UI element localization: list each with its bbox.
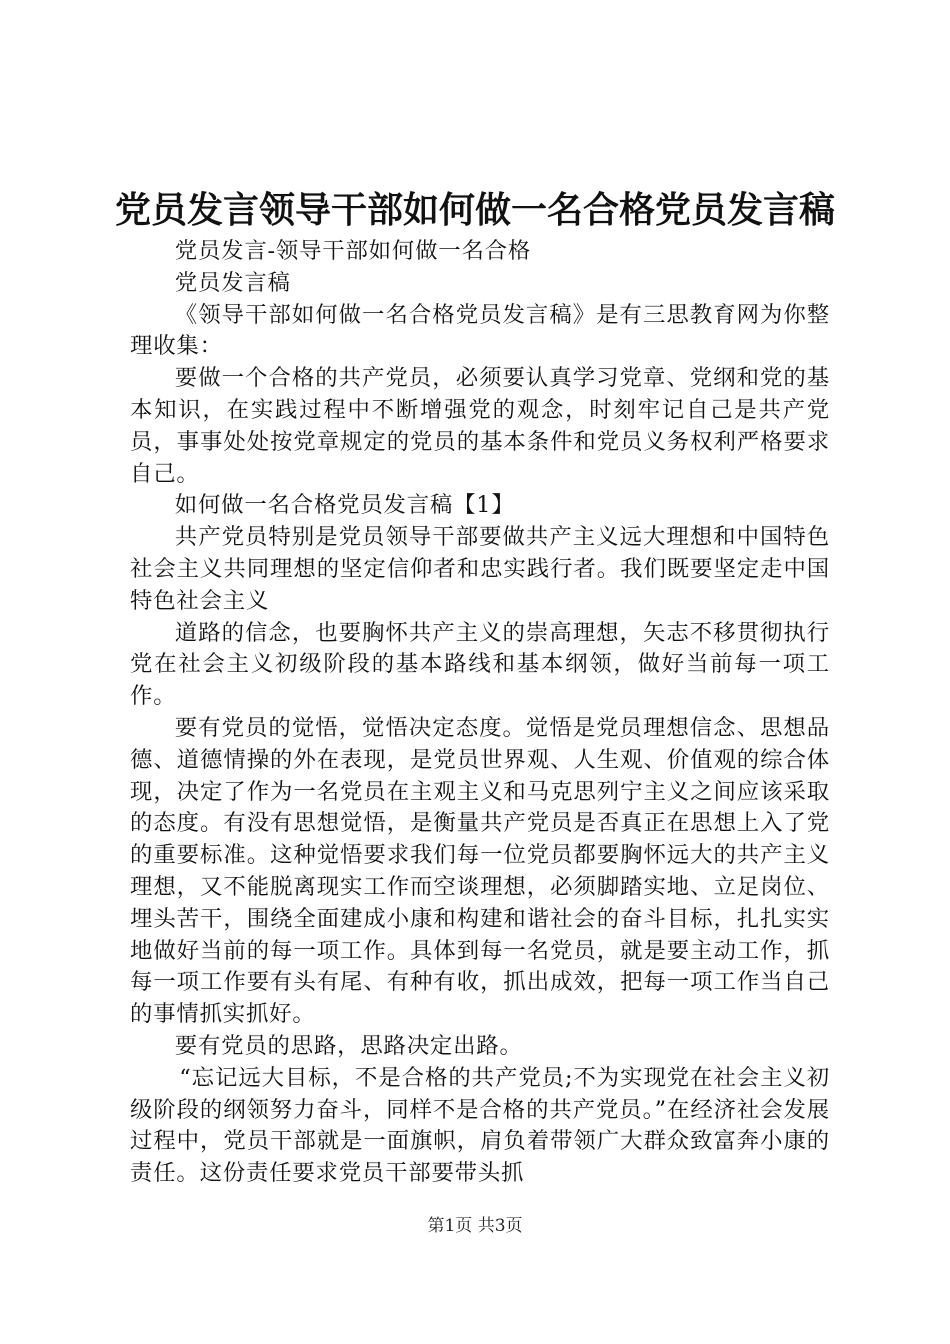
paragraph-subtitle-1: 党员发言-领导干部如何做一名合格	[174, 238, 532, 264]
paragraph-body: 道路的信念，也要胸怀共产主义的崇高理想，矢志不移贯彻执行党在社会主义初级阶段的基本路线和基本纲领，做好当前每一项工作。	[130, 619, 830, 710]
page-number-footer: 第1页 共3页	[427, 1216, 523, 1236]
paragraph-body: 共产党员特别是党员领导干部要做共产主义远大理想和中国特色社会主义共同理想的坚定信仰者和忠实践行者。我们既要坚定走中国特色社会主义	[130, 524, 830, 614]
section-heading: 如何做一名合格党员发言稿【1】	[174, 492, 515, 519]
paragraph-body: 要做一个合格的共产党员，必须要认真学习党章、党纲和党的基本知识，在实践过程中不断增强党的观念，时刻牢记自己是共产党员，事事处处按党章规定的党员的基本条件和党员义务权利严格要求自己。	[130, 365, 830, 487]
paragraph-body: 要有党员的觉悟，觉悟决定态度。觉悟是党员理想信念、思想品德、道德情操的外在表现，是党员世界观、人生观、价值观的综合体现，决定了作为一名党员在主观主义和马克思列宁主义之间应该采取的态度。有没有思想觉悟，是衡量共产党员是否真正在思想上入了党的重要标准。这种觉悟要求我们每一位党员都要胸怀远大的共产主义理想，又不能脱离现实工作而空谈理想，必须脚踏实地、立足岗位、埋头苦干，围绕全面建成小康和构建和谐社会的奋斗目标，扎扎实实地做好当前的每一项工作。具体到每一名党员，就是要主动工作，抓每一项工作要有头有尾、有种有收，抓出成效，把每一项工作当自己的事情抓实抓好。	[130, 714, 830, 1028]
paragraph-body: “忘记远大目标，不是合格的共产党员;不为实现党在社会主义初级阶段的纲领努力奋斗，同样不是合格的共产党员。”在经济社会发展过程中，党员干部就是一面旗帜，肩负着带领广大群众致富奔小康的责任。这份责任要求党员干部要带头抓	[130, 1064, 830, 1187]
paragraph-intro: 《领导干部如何做一名合格党员发言稿》是有三思教育网为你整理收集：	[130, 301, 830, 360]
document-title: 党员发言领导干部如何做一名合格党员发言稿	[114, 189, 835, 231]
document-body	[130, 236, 830, 1190]
paragraph-body: 要有党员的思路，思路决定出路。	[174, 1032, 523, 1059]
paragraph-subtitle-2: 党员发言稿	[174, 269, 291, 296]
